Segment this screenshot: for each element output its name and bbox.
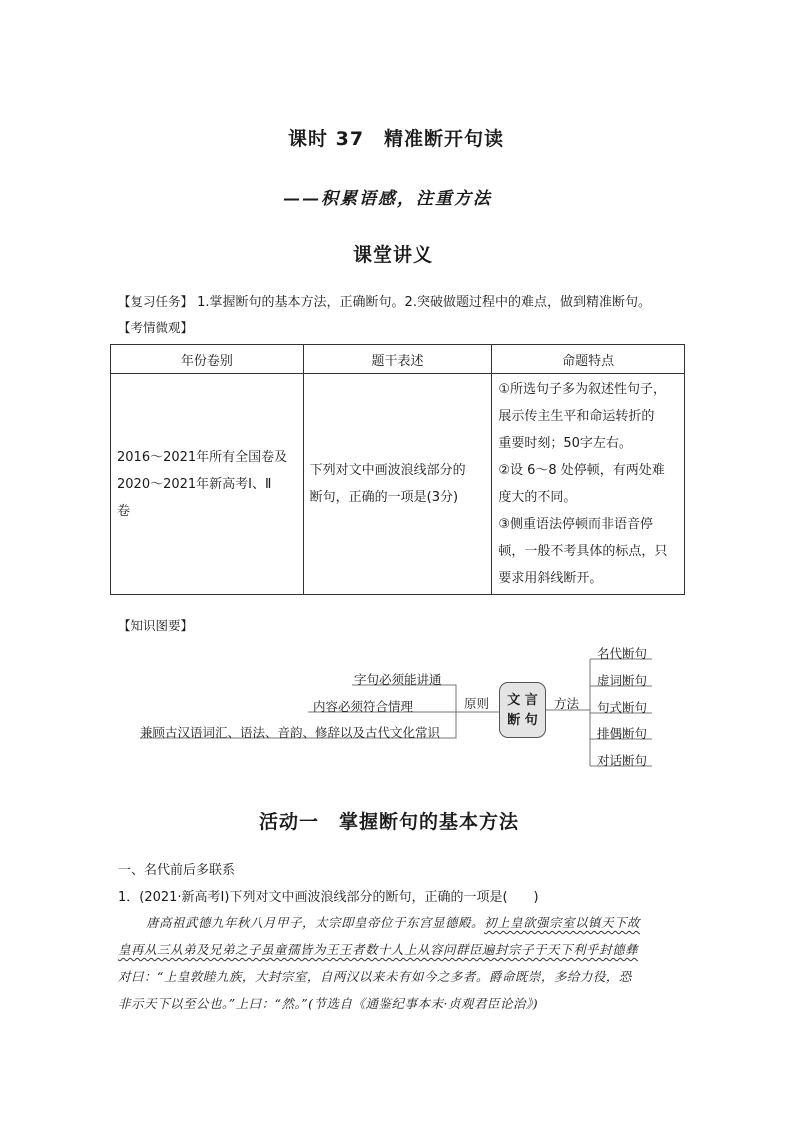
- feature-line: 顿，一般不考具体的标点，只: [498, 544, 668, 559]
- passage-wavy: 皇再从三从弟及兄弟之子虽童孺皆为王王者数十人上从容问群臣遍封宗子于天下利乎封德彝: [118, 942, 639, 957]
- years-line: 2016～2021年所有全国卷及: [117, 449, 288, 465]
- principle-label: 原则: [464, 696, 490, 711]
- passage-line: [146, 913, 640, 931]
- feature-line: 展示传主生平和命运转折的: [498, 409, 655, 424]
- header-year: 年份卷别: [111, 345, 304, 374]
- page-subtitle: ——积累语感，注重方法: [283, 189, 492, 209]
- exam-label: 【考情微观】: [118, 320, 194, 335]
- question-stem: 1．(2021·新高考Ⅰ)下列对文中画波浪线部分的断句，正确的一项是( ): [118, 890, 539, 905]
- years-line: 卷: [117, 503, 131, 519]
- activity-title: 活动一 掌握断句的基本方法: [259, 811, 520, 833]
- page-title: 课时 37 精准断开句读: [288, 128, 505, 150]
- feature-line: ③侧重语法停顿而非语音停: [498, 517, 653, 532]
- stem-line: 断句，正确的一项是(3分): [309, 490, 459, 505]
- center-line: 文 言: [507, 693, 538, 708]
- method-item: 排偶断句: [597, 726, 648, 741]
- header-stem: 题干表述: [303, 345, 492, 374]
- principle-item: 兼顾古汉语词汇、语法、音韵、修辞以及古代文化常识: [140, 725, 441, 740]
- method-label: 方法: [554, 696, 580, 711]
- passage-line: [118, 940, 638, 958]
- feature-line: ②设 6～8 处停顿，有两处难: [498, 463, 665, 478]
- review-label: 【复习任务】: [118, 294, 194, 309]
- years-line: 2020～2021年新高考Ⅰ、Ⅱ: [117, 476, 272, 492]
- feature-line: ①所选句子多为叙述性句子，: [498, 382, 666, 397]
- stem-line: 下列对文中画波浪线部分的: [309, 463, 466, 478]
- method-item: 名代断句: [597, 646, 648, 661]
- knowledge-map-label: 【知识图要】: [118, 618, 194, 633]
- feature-line: 重要时刻；50字左右。: [498, 436, 632, 451]
- method-item: 虚词断句: [597, 673, 648, 688]
- center-line: 断 句: [507, 713, 538, 728]
- activity-subheading: 一、名代前后多联系: [118, 863, 236, 878]
- principle-item: 字句必须能讲通: [354, 672, 442, 687]
- header-features: 命题特点: [492, 345, 685, 374]
- passage-plain: 唐高祖武德九年秋八月甲子，太宗即皇帝位于东宫显德殿。: [146, 915, 485, 930]
- method-item: 对话断句: [597, 753, 648, 768]
- feature-line: 要求用斜线断开。: [498, 571, 603, 586]
- section-heading: 课堂讲义: [353, 244, 434, 266]
- passage-line: 对曰：“上皇敦睦九族，大封宗室，自两汉以来未有如今之多者。爵命既崇，多给力役，恐: [118, 969, 632, 984]
- feature-line: 度大的不同。: [498, 490, 577, 505]
- principle-item: 内容必须符合情理: [313, 699, 414, 714]
- center-node: [499, 682, 546, 738]
- review-text: 1.掌握断句的基本方法，正确断句。2.突破做题过程中的难点，做到精准断句。: [197, 295, 651, 310]
- method-item: 句式断句: [597, 700, 648, 715]
- passage-line: 非示天下以至公也。”上曰：“然。”(节选自《通鉴纪事本末·贞观君臣论治》): [118, 996, 539, 1011]
- passage-wavy: 初上皇欲强宗室以镇天下故: [484, 915, 641, 930]
